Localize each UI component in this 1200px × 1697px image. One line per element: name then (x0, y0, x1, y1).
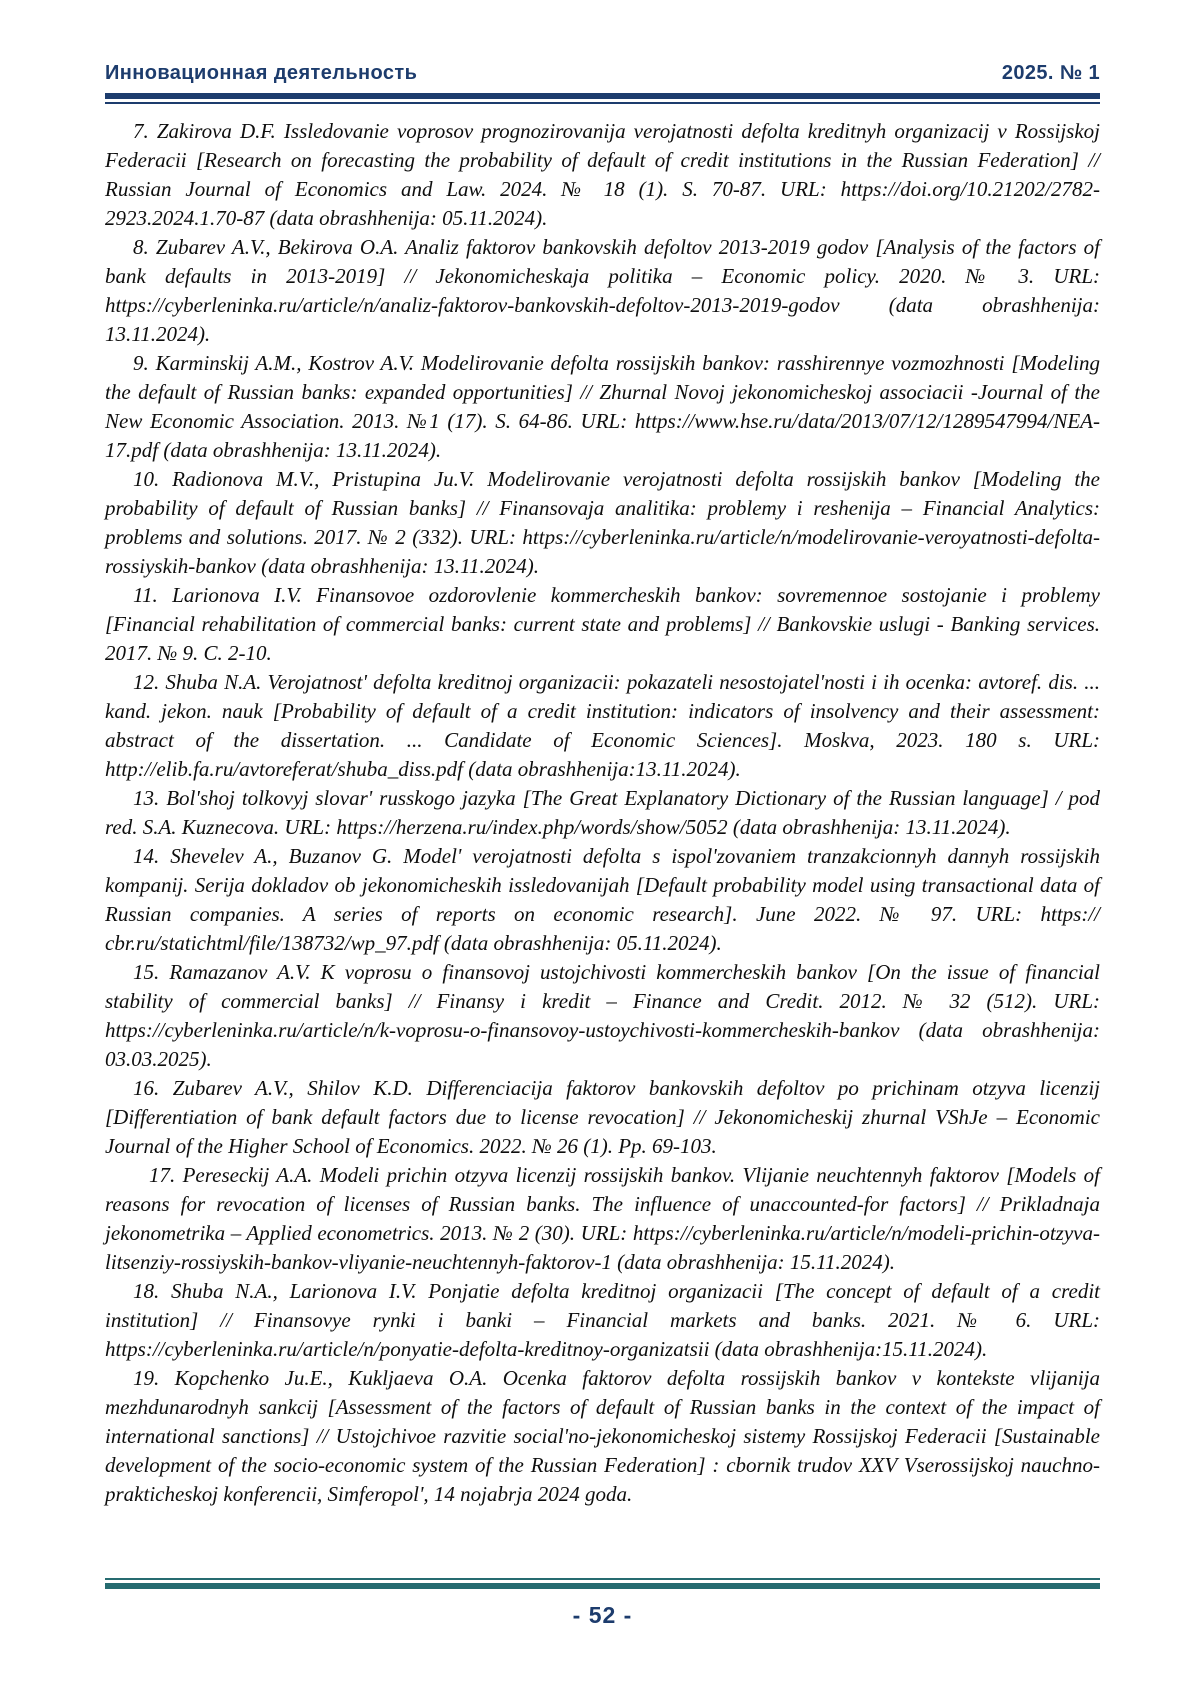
footer-rule-thin (105, 1578, 1100, 1580)
reference-item: 8. Zubarev A.V., Bekirova O.A. Analiz faktorov bankovskih defoltov 2013-2019 godov [Analysis of the factors of bank defaults in 2013-2019] // Jekonomicheskaja politika – Economic policy. 2020. № 3. URL: https://cyberleninka.ru/article/n/analiz-faktorov-bankovskih-defoltov-2013-2019-godov (data obrashhenija: 13.11.2024). (105, 235, 1100, 346)
running-header (105, 62, 1100, 104)
reference-item: 7. Zakirova D.F. Issledovanie voprosov prognozirovanija verojatnosti defolta kreditnyh organizacij v Rossijskoj Federacii [Research on forecasting the probability of default of credit institutions in the Russian Federation] // Russian Journal of Economics and Law. 2024. № 18 (1). S. 70-87. URL: https://doi.org/10.21202/2782-2923.2024.1.70-87 (data obrashhenija: 05.11.2024). (105, 119, 1100, 230)
reference-item: 14. Shevelev A., Buzanov G. Model' verojatnosti defolta s ispol'zovaniem tranzakcionnyh dannyh rossijskih kompanij. Serija dokladov ob jekonomicheskih issledovanijah [Default probability model using transactional data of Russian companies. A series of reports on economic research]. June 2022. № 97. URL: https:// cbr.ru/statichtml/file/138732/wp_97.pdf (data obrashhenija: 05.11.2024). (105, 844, 1100, 955)
reference-item: 18. Shuba N.A., Larionova I.V. Ponjatie defolta kreditnoj organizacii [The concept of default of a credit institution] // Finansovye rynki i banki – Financial markets and banks. 2021. № 6. URL: https://cyberleninka.ru/article/n/ponyatie-defolta-kreditnoy-organizatsii (data obrashhenija:15.11.2024). (105, 1279, 1100, 1361)
header-issue-label: 2025. № 1 (1001, 62, 1100, 84)
reference-item: 10. Radionova M.V., Pristupina Ju.V. Modelirovanie verojatnosti defolta rossijskih bankov [Modeling the probability of default of Russian banks] // Finansovaja analitika: problemy i reshenija – Financial Analytics: problems and solutions. 2017. № 2 (332). URL: https://cyberleninka.ru/article/n/modelirovanie-veroyatnosti-defolta-rossiyskih-bankov (data obrashhenija: 13.11.2024). (105, 467, 1100, 578)
footer-rule-thick (105, 1583, 1100, 1589)
reference-item: 9. Karminskij A.M., Kostrov A.V. Modelirovanie defolta rossijskih bankov: rasshirennye vozmozhnosti [Modeling the default of Russian banks: expanded opportunities] // Zhurnal Novoj jekonomicheskoj associacii -Journal of the New Economic Association. 2013. №1 (17). S. 64-86. URL: https://www.hse.ru/data/2013/07/12/1289547994/NEA-17.pdf (data obrashhenija: 13.11.2024). (105, 351, 1100, 462)
page-number: - 52 - (572, 1602, 633, 1628)
reference-item: 19. Kopchenko Ju.E., Kukljaeva O.A. Ocenka faktorov defolta rossijskih bankov v kontekste vlijanija mezhdunarodnyh sankcij [Assessment of the factors of default of Russian banks in the context of the impact of international sanctions] // Ustojchivoe razvitie social'no-jekonomicheskoj sistemy Rossijskoj Federacii [Sustainable development of the socio-economic system of the Russian Federation] : cbornik trudov XXV Vserossijskoj nauchno-prakticheskoj konferencii, Simferopol', 14 nojabrja 2024 goda. (105, 1366, 1100, 1506)
reference-item: 17. Pereseckij A.A. Modeli prichin otzyva licenzij rossijskih bankov. Vlijanie neuchtennyh faktorov [Models of reasons for revocation of licenses of Russian banks. The influence of unaccounted-for factors] // Prikladnaja jekonometrika – Applied econometrics. 2013. № 2 (30). URL: https://cyberleninka.ru/article/n/modeli-prichin-otzyva-litsenziy-rossiyskih-bankov-vliyanie-neuchtennyh-faktorov-1 (data obrashhenija: 15.11.2024). (105, 1163, 1100, 1274)
running-footer (105, 1578, 1100, 1629)
reference-item: 15. Ramazanov A.V. K voprosu o finansovoj ustojchivosti kommercheskih bankov [On the issue of financial stability of commercial banks] // Finansy i kredit – Finance and Credit. 2012. № 32 (512). URL: https://cyberleninka.ru/article/n/k-voprosu-o-finansovoy-ustoychivosti-kommercheskih-bankov (data obrashhenija: 03.03.2025). (105, 960, 1100, 1071)
header-rule-thick (105, 93, 1100, 99)
references-list (105, 117, 1100, 1509)
footer-rule (105, 1578, 1100, 1589)
reference-item: 13. Bol'shoj tolkovyj slovar' russkogo jazyka [The Great Explanatory Dictionary of the Russian language] / pod red. S.A. Kuznecova. URL: https://herzena.ru/index.php/words/show/5052 (data obrashhenija: 13.11.2024). (105, 786, 1100, 839)
reference-item: 11. Larionova I.V. Finansovoe ozdorovlenie kommercheskih bankov: sovremennoe sostojanie i problemy [Financial rehabilitation of commercial banks: current state and problems] // Bankovskie uslugi - Banking services. 2017. № 9. C. 2-10. (105, 583, 1100, 665)
reference-item: 16. Zubarev A.V., Shilov K.D. Differenciacija faktorov bankovskih defoltov po prichinam otzyva licenzij [Differentiation of bank default factors due to license revocation] // Jekonomicheskij zhurnal VShJe – Economic Journal of the Higher School of Economics. 2022. № 26 (1). Pp. 69-103. (105, 1076, 1100, 1158)
reference-item: 12. Shuba N.A. Verojatnost' defolta kreditnoj organizacii: pokazateli nesostojatel'nosti i ih ocenka: avtoref. dis. ... kand. jekon. nauk [Probability of default of a credit institution: indicators of insolvency and their assessment: abstract of the dissertation. ... Candidate of Economic Sciences]. Moskva, 2023. 180 s. URL: http://elib.fa.ru/avtoreferat/shuba_diss.pdf (data obrashhenija:13.11.2024). (105, 670, 1100, 781)
header-rule (105, 93, 1100, 104)
header-rule-thin (105, 102, 1100, 104)
header-section-title: Инновационная деятельность (105, 62, 418, 84)
